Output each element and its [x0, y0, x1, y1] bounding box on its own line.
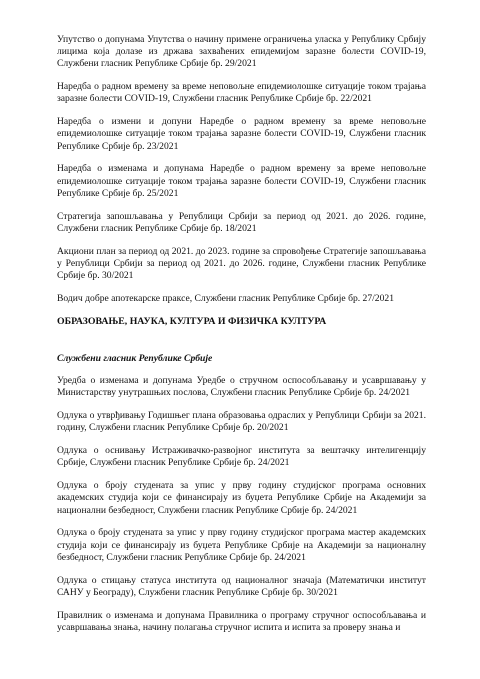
section-title: ОБРАЗОВАЊЕ, НАУКА, КУЛТУРА И ФИЗИЧКА КУЛТУРА [57, 315, 327, 327]
document-entry: Уредба о изменама и допунама Уредбе о стручном оспособљавању и усавршавању у Министарству унутрашњих послова, Службени гласник Републике Србије бр. 24/2021 [57, 375, 426, 399]
subsection-title: Службени гласник Републике Србије [57, 352, 213, 364]
document-entry: Одлука о стицању статуса института од националног значаја (Математички институт САНУ у Београду), Службени гласник Републике Србије бр. 30/2021 [57, 574, 426, 598]
document-entry: Одлука о броју студената за упис у прву годину студијског програма мастер академских студија који се финансирају из буџета Републике Србије на Академији за националну безбедност, Службени гласник Републике Србије бр. 24/2021 [57, 527, 426, 563]
document-entry: Наредба о радном времену за време неповољне епидемиолошке ситуације током трајања заразне болести COVID-19, Службени гласник Републике Србије бр. 22/2021 [57, 81, 426, 105]
document-entry: Правилник о изменама и допунама Правилника о програму стручног оспособљавања и усавршавања знања, начину полагања стручног испита и испита за проверу знања и [57, 609, 426, 633]
document-entry: Одлука о оснивању Истраживачко-развојног института за вештачку интелигенцију Србије, Службени гласник Републике Србије бр. 24/2021 [57, 445, 426, 469]
document-entry: Наредба о изменама и допунама Наредбе о радном времену за време неповољне епидемиолошке ситуације током трајања заразне болести COVID-19, Службени гласник Републике Србије бр. 25/2021 [57, 163, 426, 199]
document-entry: Одлука о утврђивању Годишњег плана образовања одраслих у Републици Србији за 2021. годину, Службени гласник Републике Србије бр. 20/2021 [57, 410, 426, 434]
document-entry: Одлука о броју студената за упис у прву годину студијског програма основних академских студија који се финансирају из буџета Републике Србије на Академији за национални безбедност, Службени гласник Републике Србије бр. 24/2021 [57, 480, 426, 516]
document-entry: Упутство о допунама Упутства о начину примене ограничења уласка у Републику Србију лицима која долазе из држава захваћених епидемијом заразне болести COVID-19, Службени гласник Републике Србије бр. 29/2021 [57, 34, 426, 70]
document-entry: Стратегија запошљавања у Републици Србији за период од 2021. до 2026. године, Службени гласник Републике Србије бр. 18/2021 [57, 210, 426, 234]
document-entry: Водич добре апотекарске праксе, Службени гласник Републике Србије бр. 27/2021 [57, 292, 394, 304]
document-entry: Акциони план за период од 2021. до 2023. године за спровођење Стратегије запошљавања у Републици Србији за период од 2021. до 2026. године, Службени гласник Републике Србије бр. 30/2021 [57, 245, 426, 282]
document-entry: Наредба о измени и допуни Наредбе о радном времену за време неповољне епидемиолошке ситуације током трајања заразне болести COVID-19, Службени гласник Републике Србије бр. 23/2021 [57, 116, 426, 152]
